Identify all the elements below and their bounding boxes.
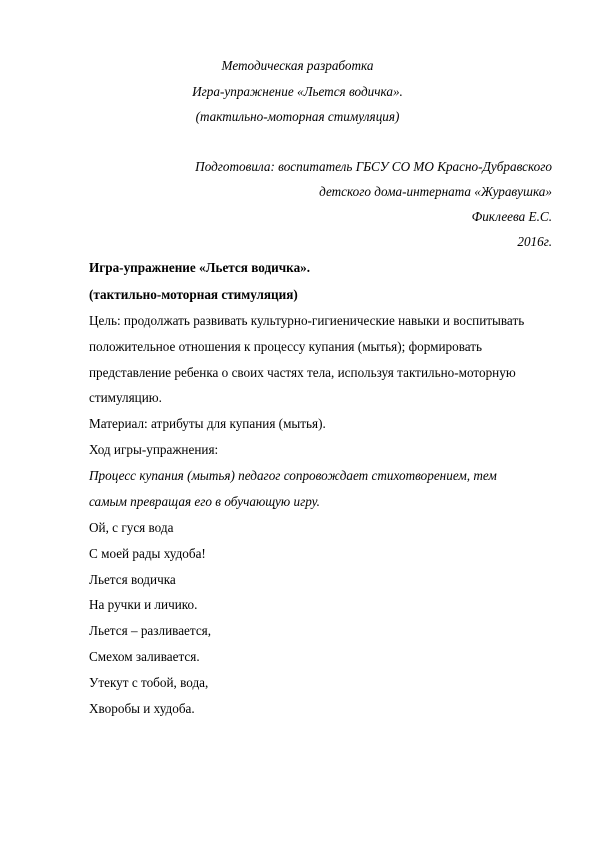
goal-line-1: Цель: продолжать развивать культурно-гигиенические навыки и воспитывать — [89, 313, 525, 328]
poem-line-8: Хворобы и худоба. — [89, 701, 195, 716]
goal-line-2: положительное отношения к процессу купания (мытья); формировать — [89, 339, 483, 354]
progress-title: Ход игры-упражнения: — [89, 442, 219, 457]
section-heading-2: (тактильно-моторная стимуляция) — [89, 287, 298, 302]
poem-line-3: Льется водичка — [89, 572, 176, 587]
note-line-1: Процесс купания (мытья) педагог сопровождает стихотворением, тем — [89, 468, 497, 483]
poem-line-5: Льется – разливается, — [89, 623, 212, 638]
doc-title-line-3: (тактильно-моторная стимуляция) — [195, 109, 400, 124]
poem-line-1: Ой, с гуся вода — [89, 520, 174, 535]
goal-line-4: стимуляцию. — [89, 390, 162, 405]
poem-line-4: На ручки и личико. — [89, 597, 198, 612]
section-heading-1: Игра-упражнение «Льется водичка». — [89, 260, 311, 275]
doc-title-line-2: Игра-упражнение «Льется водичка». — [192, 84, 403, 99]
doc-title-line-1: Методическая разработка — [221, 58, 374, 73]
author-name: Фиклеева Е.С. — [471, 209, 552, 224]
poem-line-2: С моей рады худоба! — [89, 546, 206, 561]
author-line-1: Подготовила: воспитатель ГБСУ СО МО Красно-Дубравского — [195, 159, 552, 174]
goal-line-3: представление ребенка о своих частях тела, используя тактильно-моторную — [89, 365, 516, 380]
note-line-2: самым превращая его в обучающую игру. — [89, 494, 320, 509]
poem-line-7: Утекут с тобой, вода, — [89, 675, 209, 690]
poem-line-6: Смехом заливается. — [89, 649, 200, 664]
author-year: 2016г. — [517, 234, 552, 249]
material-line: Материал: атрибуты для купания (мытья). — [89, 416, 326, 431]
author-line-2: детского дома-интерната «Журавушка» — [319, 184, 552, 199]
